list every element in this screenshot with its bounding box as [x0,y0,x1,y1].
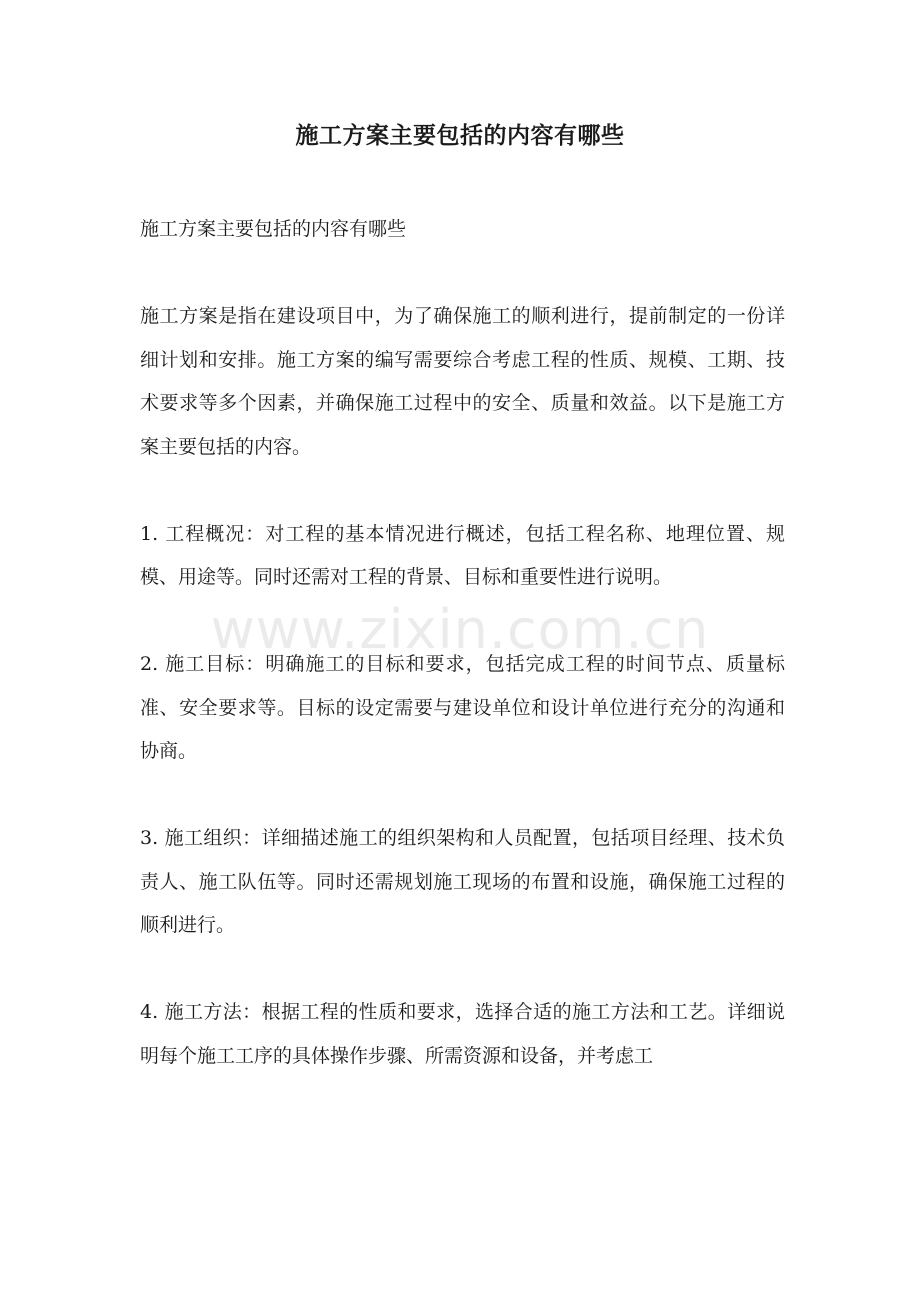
section-overview-paragraph: 1. 工程概况：对工程的基本情况进行概述，包括工程名称、地理位置、规模、用途等。同时还需对工程的背景、目标和重要性进行说明。 [140,522,785,588]
section-goals-paragraph: 2. 施工目标：明确施工的目标和要求，包括完成工程的时间节点、质量标准、安全要求等。目标的设定需要与建设单位和设计单位进行充分的沟通和协商。 [140,653,785,762]
section-methods-paragraph: 4. 施工方法：根据工程的性质和要求，选择合适的施工方法和工艺。详细说明每个施工工序的具体操作步骤、所需资源和设备，并考虑工 [140,1001,785,1067]
document-body [140,208,785,1122]
subtitle-paragraph: 施工方案主要包括的内容有哪些 [140,218,407,240]
watermark: www.zixin.com.cn [210,598,710,661]
intro-paragraph: 施工方案是指在建设项目中，为了确保施工的顺利进行，提前制定的一份详细计划和安排。施工方案的编写需要综合考虑工程的性质、规模、工期、技术要求等多个因素，并确保施工过程中的安全、质量和效益。以下是施工方案主要包括的内容。 [140,305,785,458]
document-title: 施工方案主要包括的内容有哪些 [295,122,625,149]
section-organization-paragraph: 3. 施工组织：详细描述施工的组织架构和人员配置，包括项目经理、技术负责人、施工队伍等。同时还需规划施工现场的布置和设施，确保施工过程的顺利进行。 [140,827,785,936]
